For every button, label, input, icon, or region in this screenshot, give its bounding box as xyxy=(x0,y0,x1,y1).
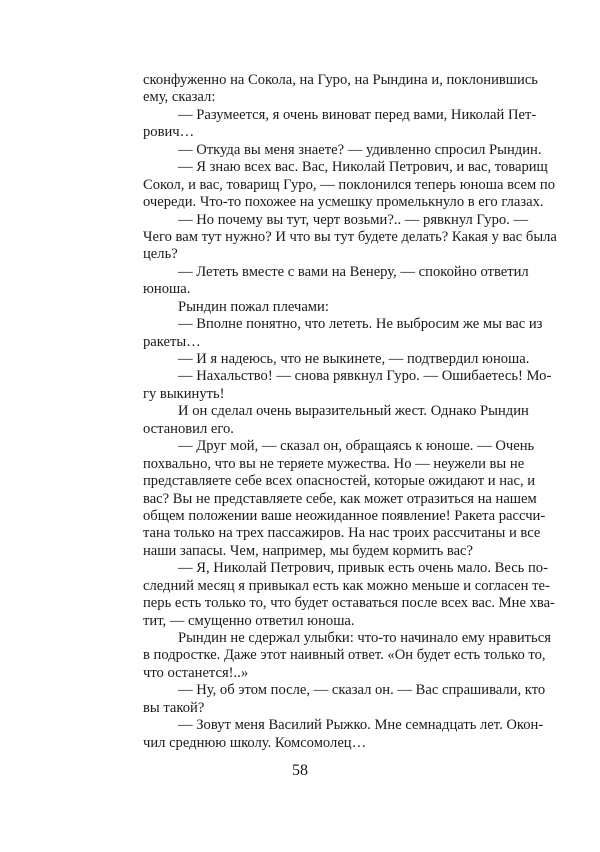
paragraph xyxy=(143,682,546,717)
text-line: рович… xyxy=(143,124,195,141)
text-line: следний месяц я привыкал есть как можно меньше и согласен те- xyxy=(143,577,550,594)
text-line: что останется!..» xyxy=(143,664,249,681)
text-line: ему, сказал: xyxy=(143,89,216,106)
text-line: вас? Вы не представляете себе, как может отразиться на нашем xyxy=(143,490,537,507)
text-line: чил среднюю школу. Комсомолец… xyxy=(143,734,367,751)
text-line: Сокол, и вас, товарищ Гуро, — поклонился теперь юноша всем по xyxy=(143,176,555,193)
text-line: — Ну, об этом после, — сказал он. — Вас спрашивали, кто xyxy=(178,682,546,699)
page-number: 58 xyxy=(292,762,308,779)
paragraph xyxy=(143,438,546,560)
text-line: очереди. Что-то похожее на усмешку промелькнуло в его глазах. xyxy=(143,194,544,211)
text-line: — Вполне понятно, что лететь. Не выбросим же мы вас из xyxy=(178,316,543,333)
page-text xyxy=(143,72,557,752)
paragraph xyxy=(143,159,555,211)
text-line: — Я знаю всех вас. Вас, Николай Петрович, и вас, товарищ xyxy=(178,159,548,176)
text-line: в подростке. Даже этот наивный ответ. «Он будет есть только то, xyxy=(143,647,546,664)
text-line: — Нахальство! — снова рявкнул Гуро. — Ошибаетесь! Мо- xyxy=(178,368,552,385)
text-line: ракеты… xyxy=(143,333,201,350)
paragraph xyxy=(143,316,543,351)
text-line: общем положении ваше неожиданное появление! Ракета рассчи- xyxy=(143,507,546,524)
paragraph xyxy=(143,141,542,159)
paragraph xyxy=(143,368,552,403)
text-line: Чего вам тут нужно? И что вы тут будете делать? Какая у вас была xyxy=(143,228,557,245)
text-line: цель? xyxy=(143,246,178,263)
text-line: юноша. xyxy=(143,281,191,298)
text-line: тана только на трех пассажиров. На нас троих рассчитаны и все xyxy=(143,525,541,542)
paragraph xyxy=(143,106,537,142)
paragraph xyxy=(143,403,529,438)
paragraph xyxy=(143,72,538,107)
text-line: похвально, что вы не теряете мужества. Но — неужели вы не xyxy=(143,455,525,472)
paragraph xyxy=(143,211,557,264)
text-line: вы такой? xyxy=(143,699,205,716)
text-line: — Разумеется, я очень виноват перед вами, Николай Пет- xyxy=(178,106,537,123)
text-line: сконфуженно на Сокола, на Гуро, на Рындина и, поклонившись xyxy=(143,72,538,88)
text-line: гу выкинуть! xyxy=(143,385,225,402)
text-line: — Зовут меня Василий Рыжко. Мне семнадцать лет. Окон- xyxy=(178,717,544,734)
text-line: — Я, Николай Петрович, привык есть очень мало. Весь по- xyxy=(178,560,548,577)
text-line: тит, — смущенно ответил юноша. xyxy=(143,612,355,629)
text-line: — Откуда вы меня знаете? — удивленно спросил Рындин. xyxy=(178,141,542,158)
text-line: перь есть только то, что будет оставаться после всех вас. Мне хва- xyxy=(143,595,555,612)
paragraph xyxy=(143,630,551,682)
paragraph xyxy=(143,351,530,368)
paragraph xyxy=(143,263,529,299)
text-line: Рындин пожал плечами: xyxy=(178,298,329,315)
text-line: — И я надеюсь, что не выкинете, — подтвердил юноша. xyxy=(178,351,530,367)
text-line: остановил его. xyxy=(143,420,234,437)
text-line: — Но почему вы тут, черт возьми?.. — рявкнул Гуро. — xyxy=(178,211,529,228)
text-line: представляете себе всех опасностей, которые ожидают и нас, и xyxy=(143,473,536,490)
paragraph xyxy=(143,560,555,630)
paragraph xyxy=(143,299,457,316)
paragraph xyxy=(143,717,544,752)
text-line: И он сделал очень выразительный жест. Однако Рындин xyxy=(178,403,529,420)
text-line: наши запасы. Чем, например, мы будем кормить вас? xyxy=(143,542,474,559)
text-line: — Лететь вместе с вами на Венеру, — спокойно ответил xyxy=(178,263,529,280)
text-line: — Друг мой, — сказал он, обращаясь к юноше. — Очень xyxy=(178,438,535,455)
text-line: Рындин не сдержал улыбки: что-то начинало ему нравиться xyxy=(178,630,551,646)
